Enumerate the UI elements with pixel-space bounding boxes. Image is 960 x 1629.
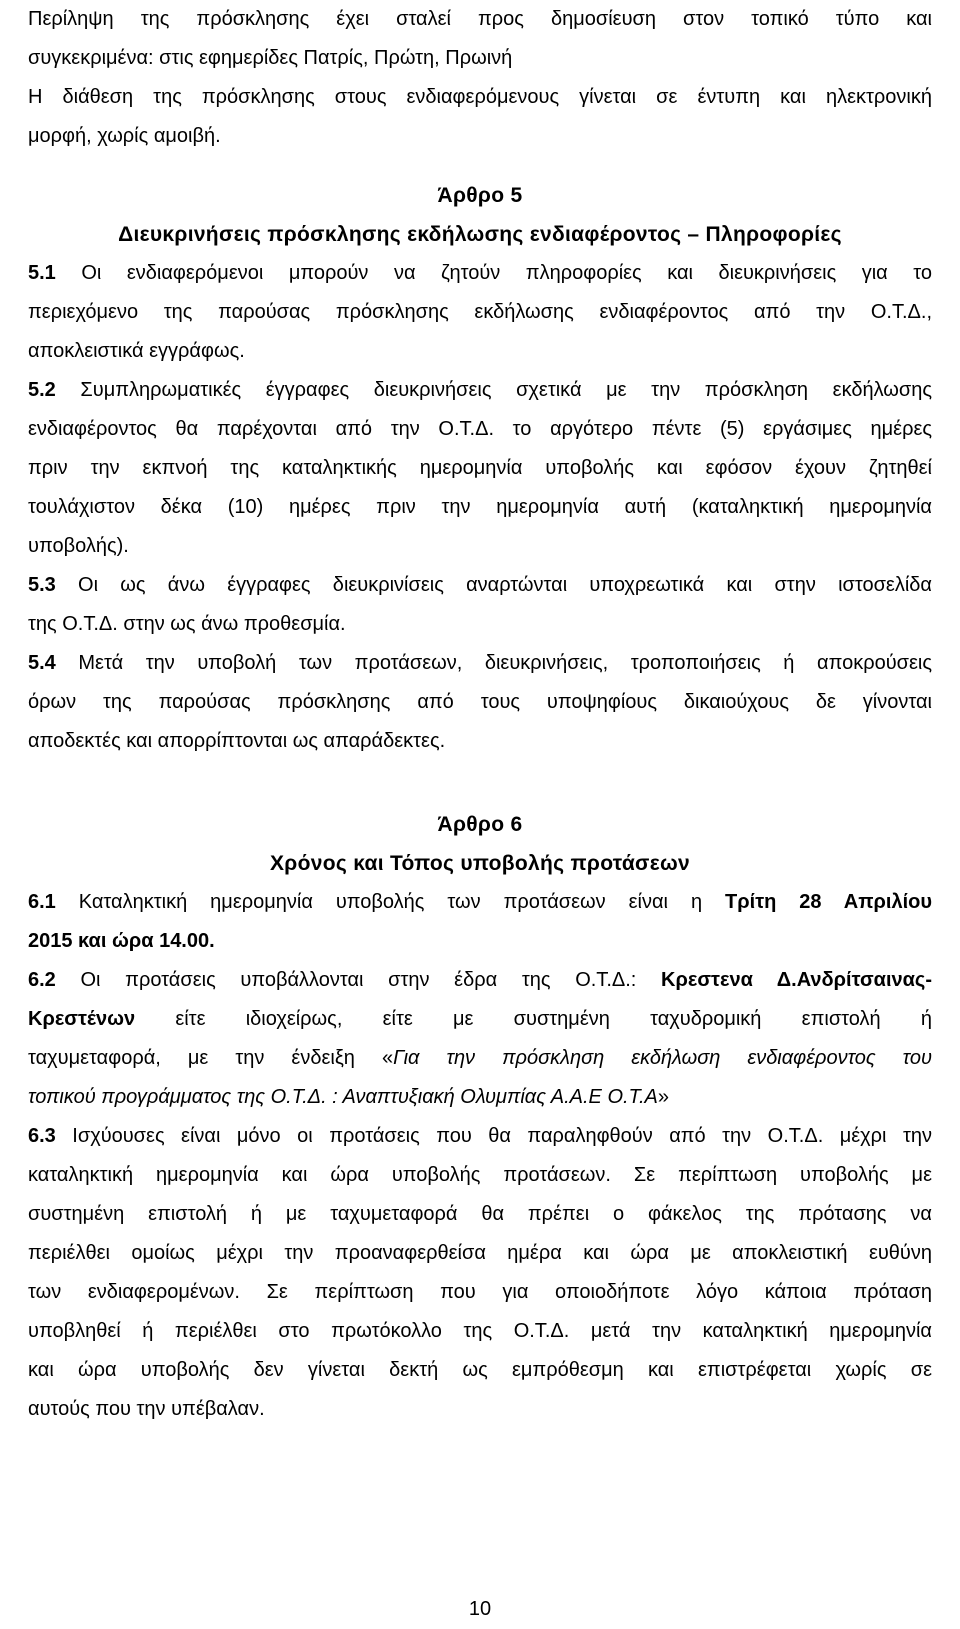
clause-number: 5.4 (28, 652, 56, 674)
office-address-cont: Κρεστένων (28, 1008, 136, 1030)
clause-5-4 (28, 644, 932, 761)
text-line: συστημένη επιστολή ή με ταχυμεταφορά θα πρέπει ο φάκελος της πρότασης να (28, 1203, 932, 1225)
text-line: μορφή, χωρίς αμοιβή. (28, 125, 221, 147)
office-address: Κρεστενα Δ.Ανδρίτσαινας- (661, 969, 932, 991)
clause-5-3 (28, 566, 932, 644)
article-5 (28, 176, 932, 761)
article-5-subtitle: Διευκρινήσεις πρόσκλησης εκδήλωσης ενδιαφέροντος – Πληροφορίες (118, 223, 842, 246)
text-line: αποδεκτές και απορρίπτονται ως απαράδεκτες. (28, 730, 446, 752)
clause-6-2 (28, 961, 932, 1117)
text-line: ταχυμεταφορά, με την ένδειξη «Για την πρόσκληση εκδήλωση ενδιαφέροντος του (28, 1047, 932, 1069)
envelope-label: Για την πρόσκληση εκδήλωση ενδιαφέροντος του (393, 1047, 932, 1069)
deadline-time: 2015 και ώρα 14.00. (28, 930, 215, 952)
text-line: υποβληθεί ή περιέλθει στο πρωτόκολλο της Ο.Τ.Δ. μετά την καταληκτική ημερομηνία (28, 1320, 932, 1342)
text-line: 6.3 Ισχύουσες είναι μόνο οι προτάσεις που θα παραληφθούν από την Ο.Τ.Δ. μέχρι την (28, 1125, 932, 1147)
page-number: 10 (468, 1598, 492, 1620)
text-line: υποβολής). (28, 535, 129, 557)
text-line: τοπικού προγράμματος της Ο.Τ.Δ. : Αναπτυξιακή Ολυμπίας Α.Α.Ε Ο.Τ.Α» (28, 1086, 669, 1108)
text-line: καταληκτική ημερομηνία και ώρα υποβολής προτάσεων. Σε περίπτωση υποβολής με (28, 1164, 932, 1186)
text-line: Περίληψη της πρόσκλησης έχει σταλεί προς δημοσίευση στον τοπικό τύπο και (28, 8, 932, 30)
clause-number: 6.2 (28, 969, 56, 991)
text-line: 5.4 Μετά την υποβολή των προτάσεων, διευκρινήσεις, τροποποιήσεις ή αποκρούσεις (28, 652, 932, 674)
text-line: περιέλθει ομοίως μέχρι την προαναφερθείσα ημέρα και ώρα με αποκλειστική ευθύνη (28, 1242, 932, 1264)
text-line: πριν την εκπνοή της καταληκτικής ημερομηνία υποβολής και εφόσον έχουν ζητηθεί (28, 457, 932, 479)
text-line: ενδιαφέροντος θα παρέχονται από την Ο.Τ.Δ. το αργότερο πέντε (5) εργάσιμες ημέρες (28, 418, 932, 440)
clause-6-3 (28, 1117, 932, 1429)
deadline-date: Τρίτη 28 Απριλίου (725, 891, 932, 913)
text-line: των ενδιαφερομένων. Σε περίπτωση που για οποιοδήποτε λόγο κάποια πρόταση (28, 1281, 932, 1303)
text-line: 5.3 Οι ως άνω έγγραφες διευκρινίσεις αναρτώνται υποχρεωτικά και στην ιστοσελίδα (28, 574, 932, 596)
intro-paragraph (28, 0, 932, 156)
text-line: 5.1 Οι ενδιαφερόμενοι μπορούν να ζητούν πληροφορίες και διευκρινήσεις για το (28, 262, 932, 284)
clause-number: 5.2 (28, 379, 56, 401)
text-line: Κρεστένων είτε ιδιοχείρως, είτε με συστημένη ταχυδρομική επιστολή ή (28, 1008, 932, 1030)
text-line: 5.2 Συμπληρωματικές έγγραφες διευκρινήσεις σχετικά με την πρόσκληση εκδήλωσης (28, 379, 932, 401)
text-line: συγκεκριμένα: στις εφημερίδες Πατρίς, Πρώτη, Πρωινή (28, 47, 513, 69)
clause-5-1 (28, 254, 932, 371)
text-line: αυτούς που την υπέβαλαν. (28, 1398, 265, 1420)
article-5-title: Άρθρο 5 (437, 184, 523, 207)
clause-number: 5.3 (28, 574, 56, 596)
text-line: περιεχόμενο της παρούσας πρόσκλησης εκδήλωσης ενδιαφέροντος από την Ο.Τ.Δ., (28, 301, 932, 323)
text-line: 6.1 Καταληκτική ημερομηνία υποβολής των προτάσεων είναι η Τρίτη 28 Απριλίου (28, 891, 932, 913)
text-line: όρων της παρούσας πρόσκλησης από τους υποψηφίους δικαιούχους δε γίνονται (28, 691, 932, 713)
clause-number: 5.1 (28, 262, 56, 284)
document-page (28, 0, 932, 1429)
clause-5-2 (28, 371, 932, 566)
envelope-label-cont: τοπικού προγράμματος της Ο.Τ.Δ. : Αναπτυξιακή Ολυμπίας Α.Α.Ε Ο.Τ.Α (28, 1086, 658, 1108)
article-6 (28, 805, 932, 1429)
article-6-title: Άρθρο 6 (437, 813, 523, 836)
text-line: 6.2 Οι προτάσεις υποβάλλονται στην έδρα της Ο.Τ.Δ.: Κρεστενα Δ.Ανδρίτσαινας- (28, 969, 932, 991)
clause-number: 6.1 (28, 891, 56, 913)
clause-6-1 (28, 883, 932, 961)
text-line: αποκλειστικά εγγράφως. (28, 340, 245, 362)
text-line: και ώρα υποβολής δεν γίνεται δεκτή ως εμπρόθεσμη και επιστρέφεται χωρίς σε (28, 1359, 932, 1381)
clause-number: 6.3 (28, 1125, 56, 1147)
article-6-subtitle: Χρόνος και Τόπος υποβολής προτάσεων (270, 852, 690, 875)
text-line: Η διάθεση της πρόσκλησης στους ενδιαφερόμενους γίνεται σε έντυπη και ηλεκτρονική (28, 86, 932, 108)
text-line: της Ο.Τ.Δ. στην ως άνω προθεσμία. (28, 613, 346, 635)
text-line: τουλάχιστον δέκα (10) ημέρες πριν την ημερομηνία αυτή (καταληκτική ημερομηνία (28, 496, 932, 518)
